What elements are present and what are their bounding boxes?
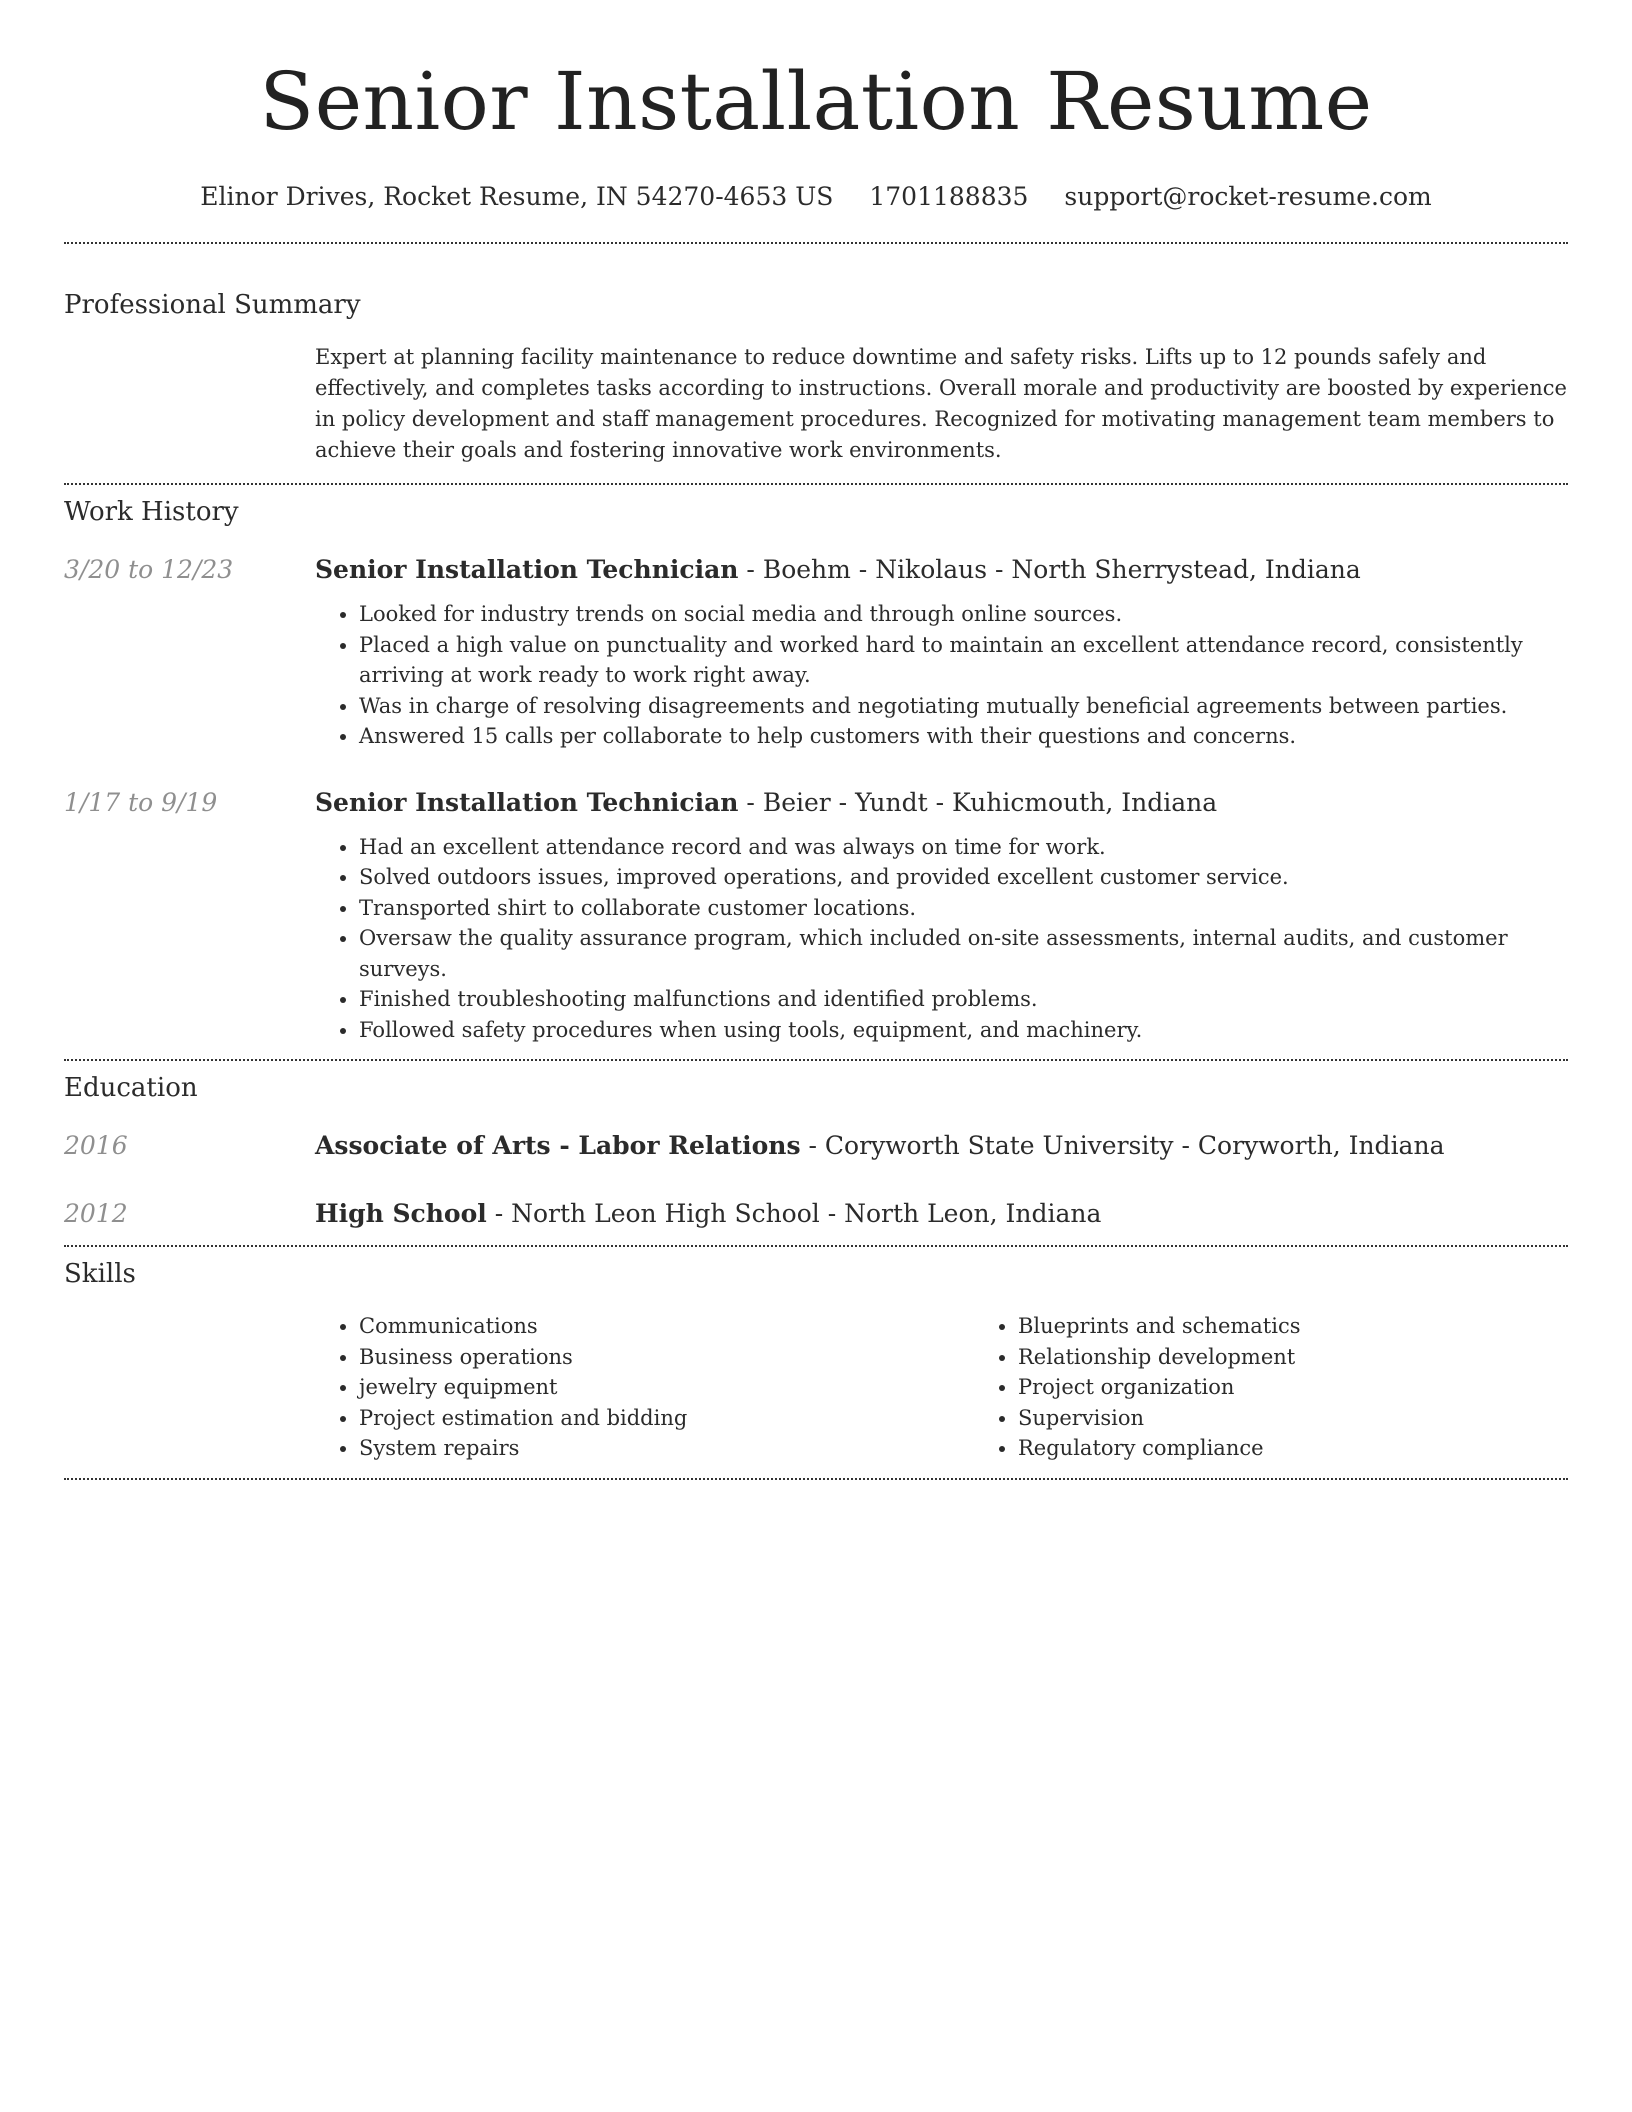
list-item: • Oversaw the quality assurance program, which included on-site assessments, internal audits, and customer surveys. xyxy=(359,923,1568,984)
resume-page xyxy=(64,0,1568,1480)
skill-item: • Supervision xyxy=(1018,1403,1632,1434)
list-item: • Had an excellent attendance record and was always on time for work. xyxy=(359,832,1568,863)
education-school: - North Leon High School - North Leon, Indiana xyxy=(486,1199,1102,1228)
education-year: 2012 xyxy=(64,1199,128,1228)
work-heading: Work History xyxy=(64,497,239,527)
skills-section xyxy=(64,1257,1568,1464)
job-bullets xyxy=(315,832,1568,1046)
skill-item: • Communications xyxy=(359,1311,974,1342)
resume-title: Senior Installation Resume xyxy=(259,55,1373,148)
skill-item: • Relationship development xyxy=(1018,1342,1632,1373)
skill-item: • Regulatory compliance xyxy=(1018,1433,1632,1464)
skills-list-left xyxy=(315,1311,974,1464)
list-item: • Finished troubleshooting malfunctions and identified problems. xyxy=(359,984,1568,1015)
divider xyxy=(64,1478,1568,1480)
list-item: • Placed a high value on punctuality and worked hard to maintain an excellent attendance record, consistently arriving at work ready to work right away. xyxy=(359,630,1568,691)
list-item: • Transported shirt to collaborate customer locations. xyxy=(359,893,1568,924)
education-school: - Coryworth State University - Coryworth, Indiana xyxy=(800,1131,1445,1160)
education-degree: High School xyxy=(315,1199,487,1228)
job-role: Senior Installation Technician xyxy=(315,787,739,817)
job-bullets xyxy=(315,599,1568,752)
skills-heading: Skills xyxy=(64,1259,136,1289)
summary-text: Expert at planning facility maintenance to reduce downtime and safety risks. Lifts up to 12 pounds safely and effectively, and completes tasks according to instructions. Overall morale and productivity are boosted by experience in policy development and staff management procedures. Recognized for motivating management team members to achieve their goals and fostering innovative work environments. xyxy=(315,345,1567,462)
divider xyxy=(64,1059,1568,1061)
job-company: - Boehm - Nikolaus - North Sherrystead, Indiana xyxy=(738,555,1361,584)
skill-item: • Project organization xyxy=(1018,1372,1632,1403)
education-entry xyxy=(64,1197,1568,1231)
education-year: 2016 xyxy=(64,1131,128,1160)
list-item: • Answered 15 calls per collaborate to help customers with their questions and concerns. xyxy=(359,721,1568,752)
skill-item: • jewelry equipment xyxy=(359,1372,974,1403)
skill-item: • System repairs xyxy=(359,1433,974,1464)
contact-line xyxy=(64,180,1568,214)
education-degree: Associate of Arts - Labor Relations xyxy=(315,1131,801,1160)
contact-address: Elinor Drives, Rocket Resume, IN 54270-4653 US xyxy=(200,182,834,211)
education-heading: Education xyxy=(64,1073,198,1103)
divider xyxy=(64,242,1568,244)
job-entry xyxy=(64,553,1568,752)
divider xyxy=(64,483,1568,485)
summary-section xyxy=(64,288,1568,466)
education-entry xyxy=(64,1129,1568,1163)
divider xyxy=(64,1245,1568,1247)
list-item: • Looked for industry trends on social media and through online sources. xyxy=(359,599,1568,630)
job-dates: 1/17 to 9/19 xyxy=(64,787,218,817)
job-company: - Beier - Yundt - Kuhicmouth, Indiana xyxy=(738,787,1218,817)
skill-item: • Project estimation and bidding xyxy=(359,1403,974,1434)
summary-heading: Professional Summary xyxy=(64,290,361,320)
job-title xyxy=(315,553,1568,587)
list-item: • Was in charge of resolving disagreements and negotiating mutually beneficial agreements between parties. xyxy=(359,691,1568,722)
job-entry xyxy=(64,786,1568,1046)
job-dates: 3/20 to 12/23 xyxy=(64,555,234,584)
education-section xyxy=(64,1071,1568,1231)
list-item: • Solved outdoors issues, improved operations, and provided excellent customer service. xyxy=(359,862,1568,893)
contact-email: support@rocket-resume.com xyxy=(1064,182,1432,211)
skills-list-right xyxy=(974,1311,1632,1464)
skill-item: • Blueprints and schematics xyxy=(1018,1311,1632,1342)
contact-phone: 1701188835 xyxy=(869,182,1029,211)
list-item: • Followed safety procedures when using tools, equipment, and machinery. xyxy=(359,1015,1568,1046)
skill-item: • Business operations xyxy=(359,1342,974,1373)
job-role: Senior Installation Technician xyxy=(315,555,739,584)
job-title xyxy=(315,786,1568,820)
work-section xyxy=(64,495,1568,1045)
